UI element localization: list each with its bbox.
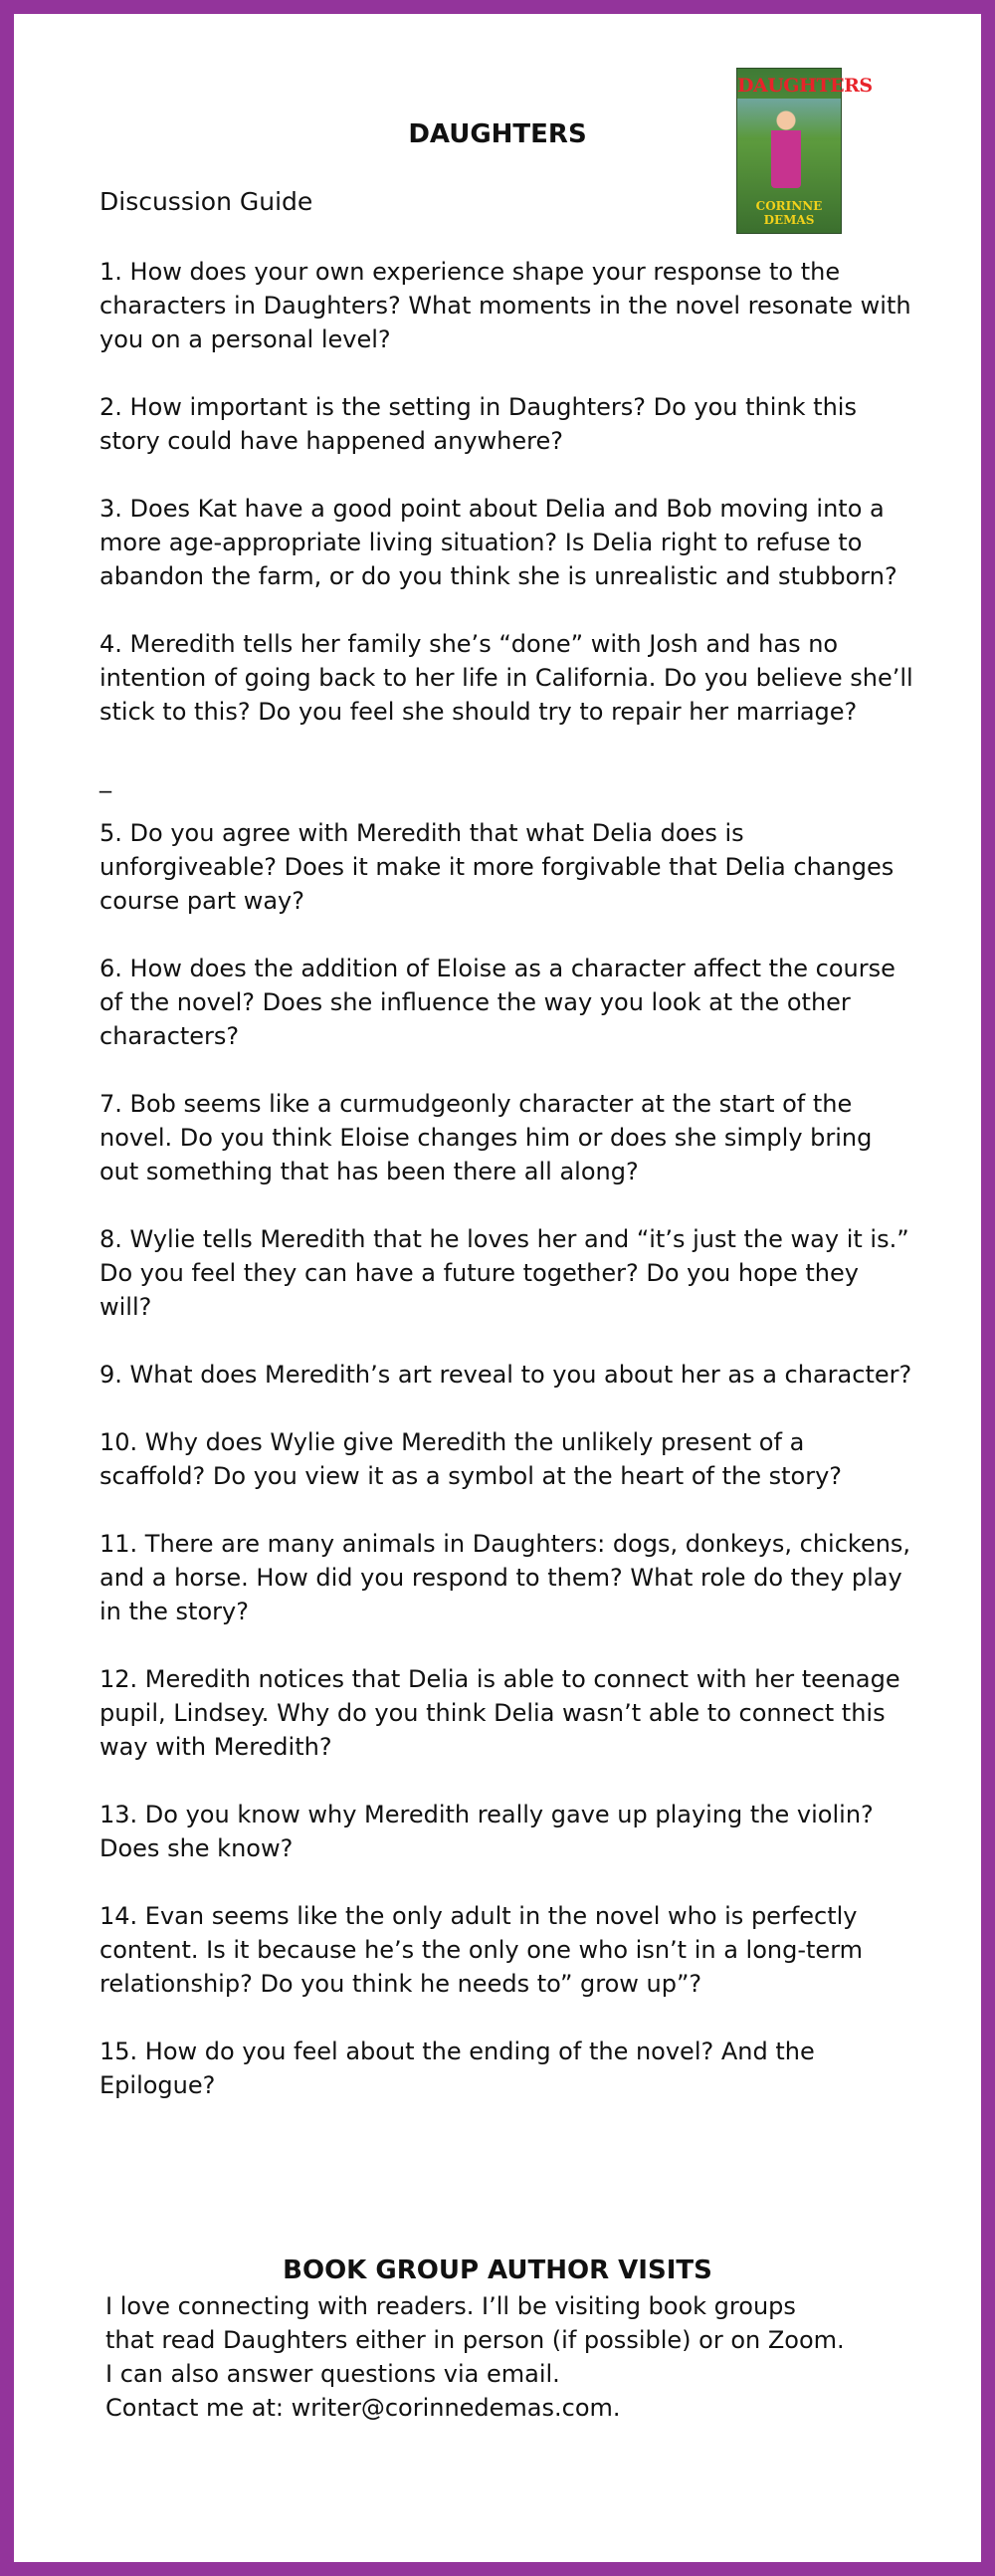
question-item: 2. How important is the setting in Daughters? Do you think this story could have happened anywhere? bbox=[100, 393, 857, 455]
question-item: 14. Evan seems like the only adult in the novel who is perfectly content. Is it because he’s the only one who isn’t in a long-term relationship? Do you think he needs to” grow up”? bbox=[100, 1902, 864, 1998]
cover-author: CORINNE DEMAS bbox=[755, 199, 823, 227]
visits-line: I can also answer questions via email. bbox=[105, 2360, 560, 2388]
question-item: 7. Bob seems like a curmudgeonly character at the start of the novel. Do you think Eloise changes him or does she simply bring out something that has been there all along? bbox=[100, 1090, 873, 1185]
question-item: 4. Meredith tells her family she’s “done” with Josh and has no intention of going back to her life in California. Do you believe she’ll stick to this? Do you feel she should try to repair her marriage? bbox=[100, 630, 913, 726]
visits-section bbox=[105, 2289, 961, 2425]
question-item: 13. Do you know why Meredith really gave up playing the violin? Does she know? bbox=[100, 1801, 874, 1862]
question-item: 6. How does the addition of Eloise as a character affect the course of the novel? Does she influence the way you look at the other characters? bbox=[100, 955, 896, 1050]
visits-contact-line: Contact me at: writer@corinnedemas.com. bbox=[105, 2394, 621, 2422]
page-subtitle: Discussion Guide bbox=[100, 187, 313, 216]
question-item: 11. There are many animals in Daughters: dogs, donkeys, chickens, and a horse. How did you respond to them? What role do they play in the story? bbox=[100, 1530, 911, 1625]
question-item: 9. What does Meredith’s art reveal to you about her as a character? bbox=[100, 1361, 912, 1389]
question-item: 1. How does your own experience shape your response to the characters in Daughters? What moments in the novel resonate with you on a personal level? bbox=[100, 258, 911, 353]
question-item: 12. Meredith notices that Delia is able to connect with her teenage pupil, Lindsey. Why do you think Delia wasn’t able to connect this way with Meredith? bbox=[100, 1665, 900, 1761]
visits-line: I love connecting with readers. I’ll be visiting book groups bbox=[105, 2292, 796, 2320]
question-list bbox=[100, 255, 915, 2136]
question-item: 15. How do you feel about the ending of the novel? And the Epilogue? bbox=[100, 2038, 815, 2099]
separator-mark: _ bbox=[100, 765, 111, 793]
question-item: 3. Does Kat have a good point about Delia and Bob moving into a more age-appropriate living situation? Is Delia right to refuse to abandon the farm, or do you think she is unrealistic and stubborn? bbox=[100, 495, 897, 590]
question-item: 5. Do you agree with Meredith that what Delia does is unforgiveable? Does it make it more forgivable that Delia changes course part way? bbox=[100, 819, 895, 915]
cover-title: DAUGHTERS bbox=[737, 75, 873, 97]
question-item: 10. Why does Wylie give Meredith the unlikely present of a scaffold? Do you view it as a symbol at the heart of the story? bbox=[100, 1428, 843, 1490]
page-title: DAUGHTERS bbox=[408, 119, 587, 149]
book-cover-image bbox=[736, 68, 873, 234]
visits-line: that read Daughters either in person (if possible) or on Zoom. bbox=[105, 2326, 845, 2354]
visits-heading: BOOK GROUP AUTHOR VISITS bbox=[283, 2255, 712, 2285]
question-item: 8. Wylie tells Meredith that he loves her and “it’s just the way it is.” Do you feel they can have a future together? Do you hope they will? bbox=[100, 1225, 909, 1321]
